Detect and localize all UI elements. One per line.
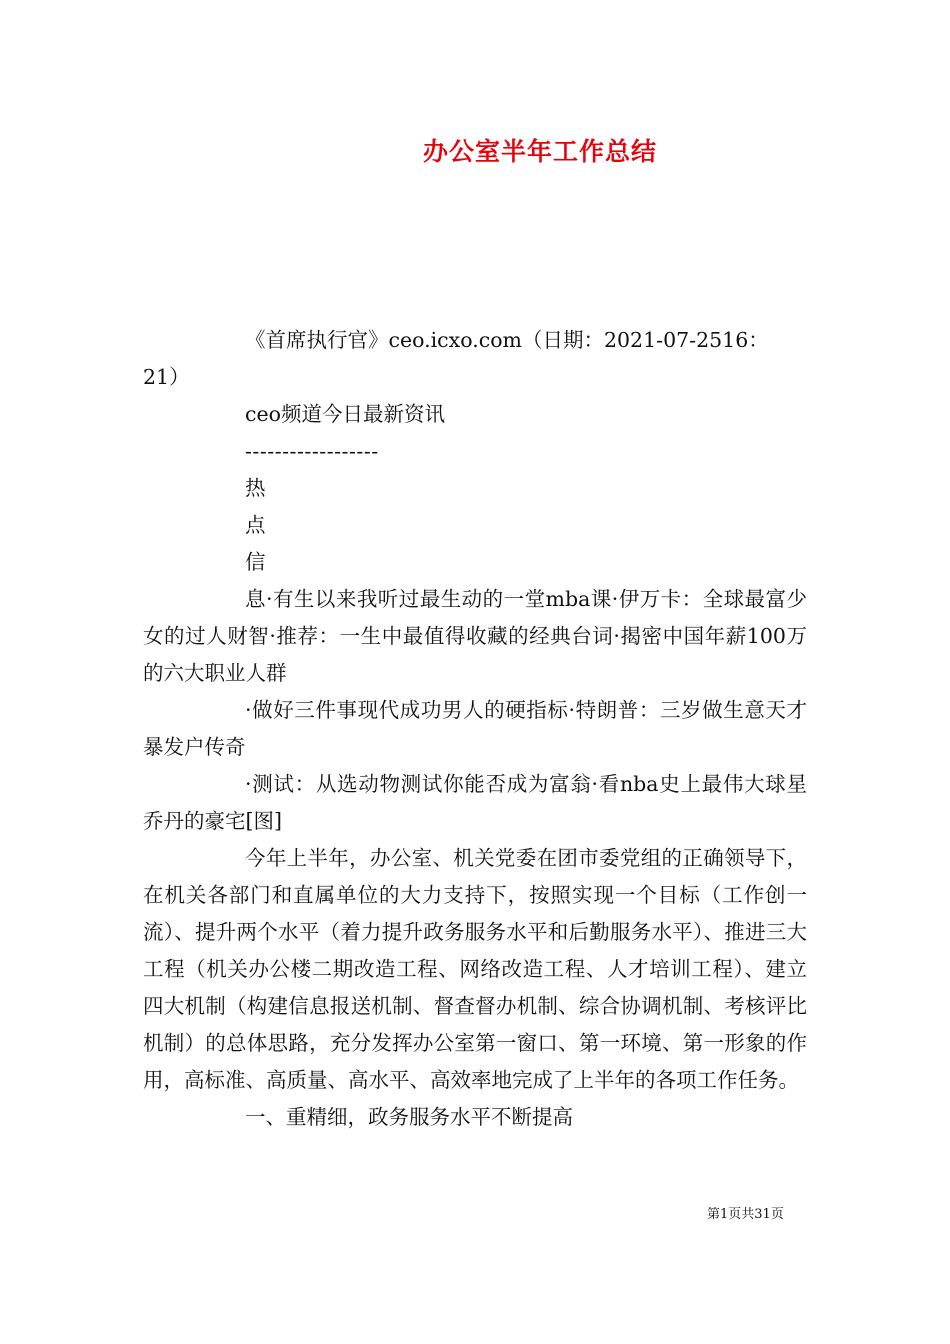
hot-char-1: 热: [245, 476, 266, 500]
hot-char-2: 点: [245, 513, 266, 537]
source-line-a: 《首席执行官》ceo.icxo.com（日期：2021-07-2516：: [245, 328, 769, 352]
hot-news-paragraph-2: ·做好三件事现代成功男人的硬指标·特朗普：三岁做生意天才暴发户传奇: [143, 698, 807, 759]
separator-line: ------------------: [245, 439, 379, 463]
hot-news-paragraph-3: ·测试：从选动物测试你能否成为富翁·看nba史上最伟大球星乔丹的豪宅[图]: [143, 772, 807, 833]
page-number: 第1页共31页: [707, 1207, 784, 1222]
hot-news-paragraph-1: 息·有生以来我听过最生动的一堂mba课·伊万卡：全球最富少女的过人财智·推荐：一生中最值得收藏的经典台词·揭密中国年薪100万的六大职业人群: [143, 587, 807, 685]
section-1-heading: 一、重精细，政务服务水平不断提高: [245, 1105, 573, 1129]
intro-paragraph: 今年上半年，办公室、机关党委在团市委党组的正确领导下，在机关各部门和直属单位的大力支持下，按照实现一个目标（工作创一流）、提升两个水平（着力提升政务服务水平和后勤服务水平）、推进三大工程（机关办公楼二期改造工程、网络改造工程、人才培训工程）、建立四大机制（构建信息报送机制、督查督办机制、综合协调机制、考核评比机制）的总体思路，充分发挥办公室第一窗口、第一环境、第一形象的作用，高标准、高质量、高水平、高效率地完成了上半年的各项工作任务。: [143, 846, 807, 1092]
hot-char-3: 信: [245, 550, 266, 574]
document-body: [143, 322, 807, 1136]
document-title: 办公室半年工作总结: [422, 137, 657, 166]
channel-line: ceo频道今日最新资讯: [245, 402, 445, 426]
source-line-b: 21）: [143, 365, 190, 389]
source-line: [143, 322, 807, 396]
